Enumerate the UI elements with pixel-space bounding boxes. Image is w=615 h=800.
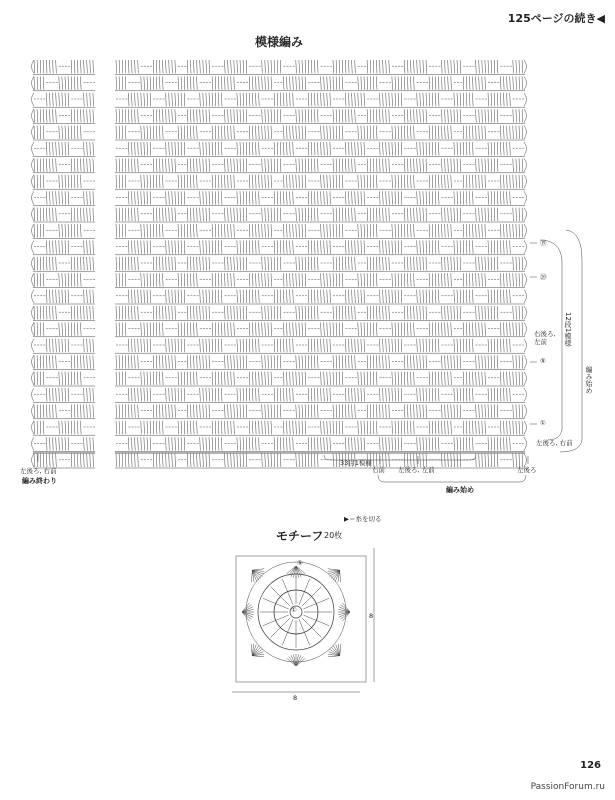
row-marker-1: ①: [540, 419, 546, 427]
motif-diagram: [232, 548, 374, 692]
continued-from-page-label: 125ページの続き◀: [507, 12, 605, 25]
label-start-of-work-bottom: 編み始め: [446, 486, 474, 494]
label-right-front: 右前: [372, 466, 385, 474]
motif-height-label: 8: [369, 612, 374, 620]
motif-count: 20枚: [324, 531, 343, 540]
label-12-row-repeat: 12段1模様: [564, 312, 572, 347]
row-marker-20: ⑳: [540, 273, 547, 281]
stitch-grid: [32, 60, 527, 468]
label-33-stitch-repeat: 33目1模様: [340, 459, 372, 467]
start-bracket-bottom: [378, 475, 526, 482]
motif-width-label: 8: [293, 694, 298, 702]
page-number: 126: [580, 760, 601, 771]
label-end-of-work: 編み終わり: [22, 477, 57, 485]
cut-yarn-legend: ▶＝糸を切る: [344, 515, 382, 523]
motif-round-1: ①: [291, 606, 297, 614]
watermark: PassionForum.ru: [530, 782, 605, 792]
motif-title: モチーフ: [276, 529, 324, 543]
label-right-back-left-front: 右後ろ, 左前: [534, 330, 556, 346]
row-marker-19: ⑲: [540, 239, 547, 247]
row-marker-5: ⑤: [540, 357, 546, 365]
motif-round-5: ⑤: [297, 559, 303, 567]
label-start-of-work-side: 編み始め: [585, 366, 593, 394]
pattern-title: 模様編み: [255, 35, 304, 49]
label-left-back-right-front-bottom: 左後ろ, 右前: [20, 467, 57, 475]
label-left-back: 左後ろ: [517, 466, 537, 474]
label-left-back-right-front-side: 左後ろ, 右前: [536, 439, 573, 447]
label-left-back-left-front: 左後ろ, 左前: [398, 466, 435, 474]
